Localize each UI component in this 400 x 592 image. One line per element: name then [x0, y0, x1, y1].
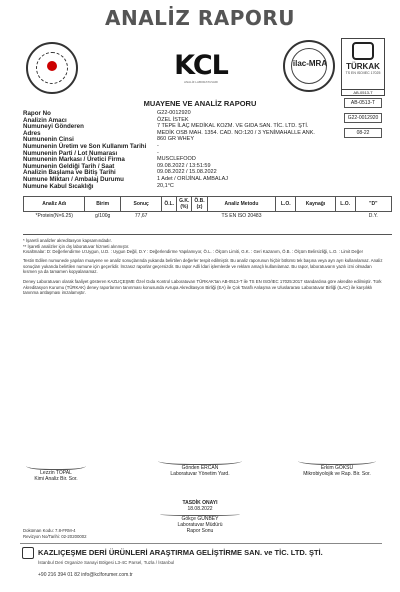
- col-header: L.O.: [276, 197, 296, 212]
- note-abbreviations: Kısaltmalar: D: Değerlendirme U:Uygun, U.D. : Uygun Değil, D.Y : Değerlendirme Yapılamıyor, Ö.L. : Ölçüm Limiti, G.K. : Geri Kazanım, Ö.B. : Ölçüm Belirsizliği, L.O. : Limit Değer: [23, 249, 364, 254]
- approval-block: [160, 500, 240, 534]
- col-header: Analiz Adı: [24, 197, 85, 212]
- col-header: "D": [355, 197, 391, 212]
- results-table: [23, 196, 392, 234]
- field-label: Analizin Amacı: [23, 116, 67, 124]
- report-end-label: Rapor Sonu: [186, 528, 214, 534]
- field-label: Numunenin Markası / Üretici Firma: [23, 156, 125, 164]
- signer-title: Kimi Analiz Bir. Sor.: [34, 476, 78, 482]
- signature-block-2: [158, 455, 242, 477]
- signer-title: Mikrobiyolojik ve Rap. Bir. Sor.: [303, 471, 371, 477]
- report-title: MUAYENE VE ANALİZ RAPORU: [143, 99, 257, 108]
- table-header-row: [24, 197, 392, 212]
- signature-block-1: [26, 460, 86, 482]
- footer-contact: +90 216 394 01 82 info@kclforumer.com.tr: [38, 572, 133, 578]
- field-value: MEDİK OSB MAH. 1354. CAD. NO:120 / 3 YENİMAHALLE ANK.: [157, 129, 315, 136]
- ref-box-date: 08-22: [344, 128, 382, 138]
- field-value: 1 Adet / ORİJİNAL AMBALAJ: [157, 175, 229, 182]
- field-value: 09.08.2022 / 15.08.2022: [157, 169, 217, 176]
- signer-name: Gönden ERCAN: [181, 465, 219, 471]
- approver-title: Laboratuvar Müdürü: [177, 522, 223, 528]
- notes-block: [23, 238, 383, 255]
- table-cell: *Protein(N×6.25): [35, 213, 73, 219]
- ref-box-accreditation: AB-0513-T: [344, 98, 382, 108]
- table-cell: [177, 212, 192, 234]
- field-label: Rapor No: [23, 110, 51, 117]
- footer-rule: [20, 543, 382, 544]
- approval-date: 18.08.2022: [187, 506, 213, 512]
- field-values: [157, 110, 315, 189]
- signature-scribble-icon: [158, 455, 242, 465]
- table-cell: TS EN ISO 20483: [221, 213, 262, 219]
- field-value: 860 GR WHEY: [157, 136, 194, 143]
- turkak-emblem-icon: [352, 42, 374, 60]
- signer-name: Lezzin TOPAL: [40, 470, 72, 476]
- table-cell: D.Y.: [368, 213, 378, 219]
- col-header: Analiz Metodu: [207, 197, 276, 212]
- signer-title: Laboratuvar Yönetim Yard.: [170, 471, 230, 477]
- field-value: ÖZEL İSTEK: [157, 116, 189, 123]
- ilac-mra-text: ilac-MRA: [292, 59, 328, 68]
- signer-name: Erkim GÖKSU: [320, 465, 354, 471]
- field-label: Numunenin Cinsi: [23, 136, 74, 144]
- note-external: ** İşaretli analizler için dış laboratuvar hizmeti alınmıştır.: [23, 243, 130, 249]
- field-value: G22-0012920: [157, 110, 191, 116]
- field-value: 20,1°C: [157, 182, 174, 189]
- footer-address: İstanbul Deri Organize Sanayi Bölgesi L3-4C Parsel, Tuzla / İstanbul: [38, 560, 175, 565]
- doc-code: Doküman Kodu: 7.8-FRM-4: [23, 528, 76, 533]
- table-cell: [335, 212, 355, 234]
- signature-scribble-icon: [26, 460, 86, 470]
- col-header: Kaynağı: [296, 197, 336, 212]
- field-label: Numune Kabul Sıcaklığı: [23, 182, 94, 190]
- table-cell: [296, 212, 336, 234]
- col-header: Birim: [85, 197, 121, 212]
- field-value: 09.08.2022 / 13:51:59: [157, 162, 211, 169]
- footer-company-name: KAZLIÇEŞME DERİ ÜRÜNLERİ ARAŞTIRMA GELİŞTİRME SAN. ve TİC. LTD. ŞTİ.: [38, 548, 323, 557]
- table-cell: 77,67: [134, 213, 148, 219]
- field-value: 7 TEPE İLAÇ MEDİKAL KOZM. VE GIDA SAN. TİC. LTD. ŞTİ.: [157, 123, 309, 130]
- field-label: Numunenin Üretim ve Son Kullanım Tarihi: [23, 142, 147, 150]
- page-banner-title: ANALİZ RAPORU: [104, 6, 296, 30]
- emblem-seal-icon: [26, 42, 78, 94]
- kcl-logo: [162, 52, 240, 88]
- table-cell: g/100g: [95, 213, 111, 219]
- turkak-code: AB-0513-T: [341, 89, 385, 96]
- field-value: MUSCLEFOOD: [157, 156, 196, 163]
- signature-block-3: [298, 455, 376, 477]
- kcl-logo-text: KCL: [174, 50, 228, 81]
- accreditation-paragraph: Deney Laboratuvarı olarak faaliyet gösteren KAZLIÇEŞME Özel Gıda Kontrol Laboratuvarı TÜRKAK'tan AB-0513-T ile TS EN ISO/IEC 17025:2017 standardına göre akredite edilmiştir. Türk Akreditasyon Kurumu (TÜRKAK) deney raporlarının tanınması konusunda Avrupa Akreditasyon Birliği (EA) ile Çok Taraflı Anlaşma ve Uluslararası Laboratuvar Birliği (ILAC) ile karşılıklı tanınma antlaşması imzalamıştır.: [23, 279, 382, 295]
- field-value: -: [157, 142, 159, 149]
- turkak-standard: TS EN ISO/IEC 17025: [345, 71, 381, 75]
- field-label: Analizin Başlama ve Bitiş Tarihi: [23, 169, 116, 177]
- table-cell: [276, 212, 296, 234]
- approver-name: Gökçe GÜNBEY: [181, 516, 219, 522]
- field-label: Numunenin Parti / Lot Numarası: [23, 149, 118, 157]
- field-label: Numune Miktarı / Ambalaj Durumu: [23, 175, 124, 183]
- field-label: Adres: [23, 129, 41, 137]
- ref-box-report-no: G22-0012920: [344, 113, 382, 123]
- table-row: [24, 212, 392, 234]
- field-label: Numunenin Geldiği Tarih / Saat: [23, 162, 115, 170]
- company-logo-icon: [22, 547, 34, 559]
- turkak-name: TÜRKAK: [346, 62, 380, 71]
- signature-scribble-icon: [298, 455, 376, 465]
- col-header: Sonuç: [120, 197, 161, 212]
- field-value: -: [157, 149, 159, 156]
- table-cell: [162, 212, 177, 234]
- field-label: Numuneyi Gönderen: [23, 123, 84, 131]
- col-header: Ö.L.: [162, 197, 177, 212]
- doc-revision: Revizyon No/Tarihi: 02-20200002: [23, 534, 87, 539]
- turkak-accreditation-logo: [341, 38, 385, 90]
- table-cell: [192, 212, 207, 234]
- col-header: G.K. (%): [177, 197, 192, 212]
- kcl-logo-sub: ANALİZ LABORATUVARI: [183, 80, 219, 84]
- col-header: L.O.: [335, 197, 355, 212]
- ilac-mra-seal-icon: [283, 40, 335, 92]
- note-accredited: * İşaretli analizler akreditasyon kapsamındadır.: [23, 238, 112, 243]
- field-labels: [23, 110, 146, 189]
- disclaimer-paragraph: Testin Edilen numunede yapılan muayene ve analiz sonuçlarında yukarıda belirtilen değerler tespit edilmiştir. Bu analiz raporunun hiçbir bölümü tek başına veya ayrı ayrı kullanılamaz. Analiz sonuçları yukarıda belirtilen numune için geçerlidir. İmzasız raporlar geçersizdir. Bu rapor Adli İdari işlemlerde ve reklam amaçlı kullanılamaz. Bu rapor, laboratuvarın yazılı izni olmadan kısmen ya da tamamen kopyalanamaz.: [23, 258, 383, 274]
- table-bottom-rule: [23, 234, 392, 235]
- col-header: Ö.B. (z): [192, 197, 207, 212]
- approval-label: TASDİK ONAYI: [182, 500, 218, 506]
